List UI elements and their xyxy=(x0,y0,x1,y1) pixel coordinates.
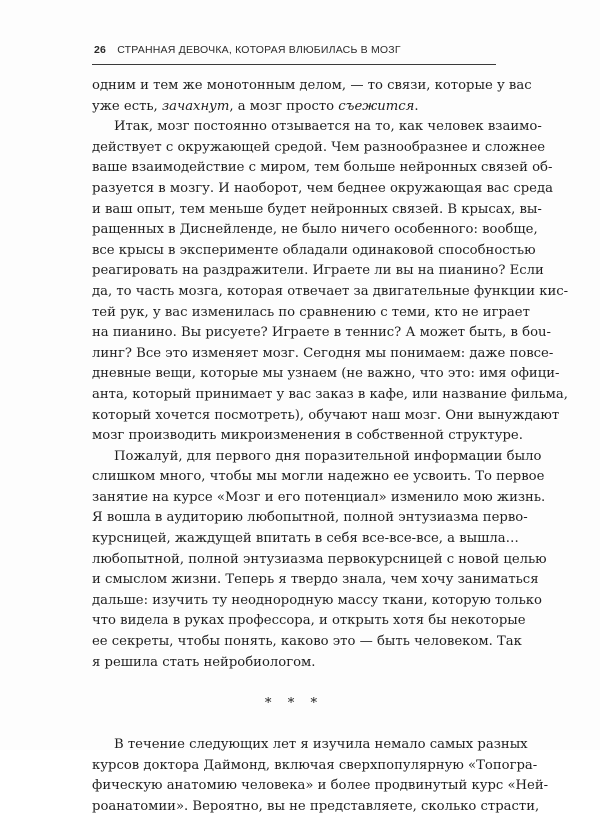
text-fragment: уже есть, xyxy=(92,98,162,114)
body-text xyxy=(92,76,569,817)
text-line: реагировать на раздражители. Играете ли вы на пианино? Если xyxy=(92,263,544,279)
text-line: который хочется посмотреть), обучают наш мозг. Они вынуждают xyxy=(92,407,560,423)
text-line: линг? Все это изменяет мозг. Сегодня мы понимаем: даже повсе- xyxy=(92,345,554,361)
text-line: любопытной, полной энтузиазма первокурсницей с новой целью xyxy=(92,551,547,567)
text-line: дневные вещи, которые мы узнаем (не важно, что это: имя офици- xyxy=(92,366,560,382)
text-line: Пожалуй, для первого дня поразительной информации было xyxy=(114,448,542,464)
text-line: Итак, мозг постоянно отзывается на то, как человек взаимо- xyxy=(114,119,542,135)
page-number: 26 xyxy=(94,44,107,56)
text-line: одним и тем же монотонным делом, — то связи, которые у вас xyxy=(92,78,532,93)
text-line: что видела в руках профессора, и открыть хотя бы некоторые xyxy=(92,613,526,629)
text-line: дальше: изучить ту неоднородную массу ткани, которую только xyxy=(92,592,542,608)
separator-spacing xyxy=(92,714,496,735)
text-line: действует с окружающей средой. Чем разнообразнее и сложнее xyxy=(92,139,546,155)
text-line: и ваш опыт, тем меньше будет нейронных связей. В крысах, вы- xyxy=(92,201,542,217)
text-line: я решила стать нейробиологом. xyxy=(92,654,316,670)
text-line: Я вошла в аудиторию любопытной, полной энтузиазма перво- xyxy=(92,510,528,526)
text-line: фическую анатомию человека» и более продвинутый курс «Ней- xyxy=(92,778,549,794)
header-rule xyxy=(92,64,496,65)
text-line: слишком много, чтобы мы могли надежно ее усвоить. То первое xyxy=(92,469,545,485)
text-fragment: . xyxy=(414,98,419,114)
running-title: СТРАННАЯ ДЕВОЧКА, КОТОРАЯ ВЛЮБИЛАСЬ В МОЗГ xyxy=(117,44,401,56)
running-header xyxy=(94,44,401,56)
text-line: курсов доктора Даймонд, включая сверхпопулярную «Топогра- xyxy=(92,757,538,773)
section-separator: * * * xyxy=(264,695,324,711)
text-line: занятие на курсе «Мозг и его потенциал» изменило мою жизнь. xyxy=(92,489,546,505)
text-line: роанатомии». Вероятно, вы не представляете, сколько страсти, xyxy=(92,798,540,814)
text-line: ее секреты, чтобы понять, каково это — быть человеком. Так xyxy=(92,634,522,650)
emphasis: съежится xyxy=(338,98,415,114)
text-line: да, то часть мозга, которая отвечает за двигательные функции кис- xyxy=(92,283,569,299)
text-line: курсницей, жаждущей впитать в себя все-все-все, а вышла… xyxy=(92,531,519,547)
text-line: мозг производить микроизменения в собственной структуре. xyxy=(92,428,523,444)
text-line: все крысы в эксперименте обладали одинаковой способностью xyxy=(92,242,536,258)
text-line: В течение следующих лет я изучила немало самых разных xyxy=(114,737,528,752)
text-line: ваше взаимодействие с миром, тем больше нейронных связей об- xyxy=(92,160,553,176)
text-fragment: , а мозг просто xyxy=(229,98,339,114)
text-line: разуется в мозгу. И наоборот, чем беднее окружающая вас среда xyxy=(92,180,553,196)
emphasis: зачахнут xyxy=(161,98,230,114)
text-line: ращенных в Диснейленде, не было ничего особенного: вообще, xyxy=(92,222,538,238)
text-line xyxy=(92,97,496,118)
text-line: и смыслом жизни. Теперь я твердо знала, чем хочу заниматься xyxy=(92,572,539,588)
text-line: на пианино. Вы рисуете? Играете в теннис? А может быть, в бou- xyxy=(92,325,551,341)
text-line: анта, который принимает у вас заказ в кафе, или название фильма, xyxy=(92,386,568,402)
text-line: тей рук, у вас изменилась по сравнению с теми, кто не играет xyxy=(92,304,530,320)
